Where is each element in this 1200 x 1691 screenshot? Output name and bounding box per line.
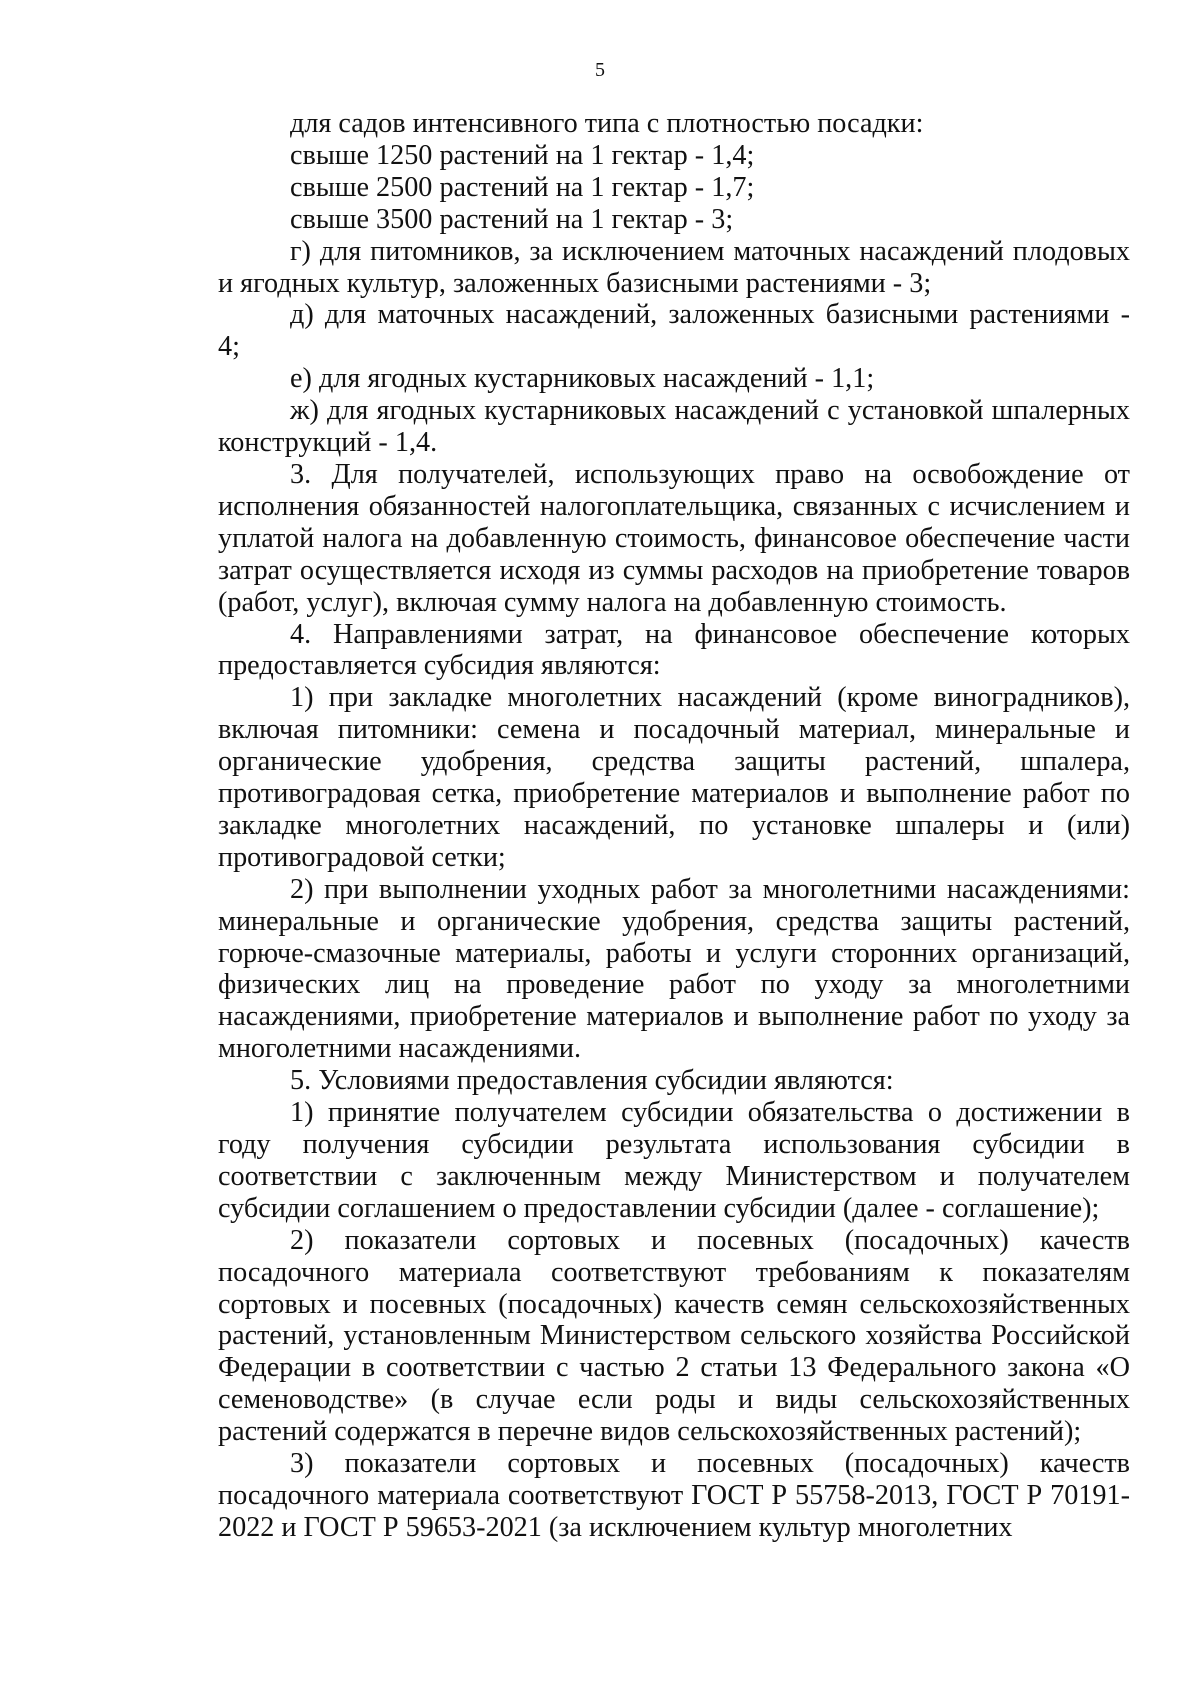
- paragraph-density-1250: свыше 1250 растений на 1 гектар - 1,4;: [290, 139, 755, 171]
- paragraph-section-5-item-1: 1) принятие получателем субсидии обязательства о достижении в году получения субсидии результата использования субсидии в соответствии с заключенным между Министерством и получателем субсидии соглашением о предоставлении субсидии (далее - соглашение);: [218, 1097, 1130, 1224]
- paragraph-section-5: 5. Условиями предоставления субсидии являются:: [290, 1065, 894, 1097]
- paragraph-section-4-item-1: 1) при закладке многолетних насаждений (кроме виноградников), включая питомники: семена и посадочный материал, минеральные и органические удобрения, средства защиты растений, шпалера, противоградовая сетка, приобретение материалов и выполнение работ по закладке многолетних насаждений, по установке шпалеры и (или) противоградовой сетки;: [218, 682, 1130, 873]
- paragraph-section-5-item-2: 2) показатели сортовых и посевных (посадочных) качеств посадочного материала соответствуют требованиям к показателям сортовых и посевных (посадочных) качеств семян сельскохозяйственных растений, установленным Министерством сельского хозяйства Российской Федерации в соответствии с частью 2 статьи 13 Федерального закона «О семеноводстве» (в случае если роды и виды сельскохозяйственных растений содержатся в перечне видов сельскохозяйственных растений);: [218, 1224, 1130, 1448]
- document-body: [218, 108, 1130, 1544]
- paragraph-orchard-density-intro: для садов интенсивного типа с плотностью посадки:: [290, 108, 924, 139]
- paragraph-item-e: е) для ягодных кустарниковых насаждений - 1,1;: [290, 363, 875, 395]
- paragraph-section-4: 4. Направлениями затрат, на финансовое обеспечение которых предоставляется субсидия являются:: [218, 618, 1130, 682]
- paragraph-section-4-item-2: 2) при выполнении уходных работ за многолетними насаждениями: минеральные и органические удобрения, средства защиты растений, горюче-смазочные материалы, работы и услуги сторонних организаций, физических лиц на проведение работ по уходу за многолетними насаждениями, приобретение материалов и выполнение работ по уходу за многолетними насаждениями.: [218, 873, 1130, 1065]
- paragraph-item-g: г) для питомников, за исключением маточных насаждений плодовых и ягодных культур, заложенных базисными растениями - 3;: [218, 235, 1130, 299]
- paragraph-section-3: 3. Для получателей, использующих право на освобождение от исполнения обязанностей налогоплательщика, связанных с исчислением и уплатой налога на добавленную стоимость, финансовое обеспечение части затрат осуществляется исходя из суммы расходов на приобретение товаров (работ, услуг), включая сумму налога на добавленную стоимость.: [218, 458, 1130, 618]
- paragraph-section-5-item-3: 3) показатели сортовых и посевных (посадочных) качеств посадочного материала соответствуют ГОСТ Р 55758-2013, ГОСТ Р 70191-2022 и ГОСТ Р 59653-2021 (за исключением культур многолетних: [218, 1448, 1130, 1543]
- paragraph-density-2500: свыше 2500 растений на 1 гектар - 1,7;: [290, 171, 755, 203]
- paragraph-density-3500: свыше 3500 растений на 1 гектар - 3;: [290, 203, 734, 235]
- paragraph-item-d: д) для маточных насаждений, заложенных базисными растениями - 4;: [218, 299, 1130, 363]
- page-number: 5: [595, 59, 605, 81]
- paragraph-item-zh: ж) для ягодных кустарниковых насаждений с установкой шпалерных конструкций - 1,4.: [218, 395, 1130, 459]
